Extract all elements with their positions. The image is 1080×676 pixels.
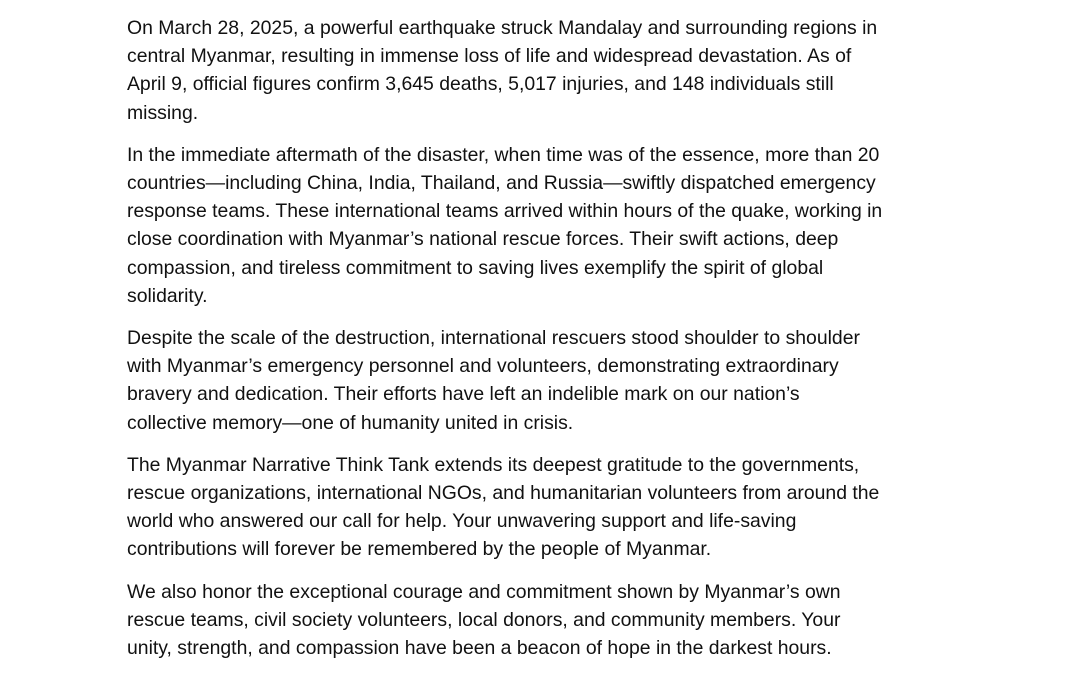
text-line: with Myanmar’s emergency personnel and volunteers, demonstrating extraordinary (127, 355, 839, 378)
paragraph-rescuers (127, 324, 967, 437)
text-line: April 9, official figures confirm 3,645 deaths, 5,017 injuries, and 148 individuals still (127, 73, 834, 96)
text-line: response teams. These international teams arrived within hours of the quake, working in (127, 200, 883, 223)
text-line: unity, strength, and compassion have been a beacon of hope in the darkest hours. (127, 637, 832, 660)
text-line: rescue teams, civil society volunteers, local donors, and community members. Your (127, 608, 841, 631)
text-line: On March 28, 2025, a powerful earthquake struck Mandalay and surrounding regions in (127, 17, 878, 39)
text-line: bravery and dedication. Their efforts have left an indelible mark on our nation’s (127, 383, 800, 406)
text-line: missing. (127, 101, 199, 124)
text-line: solidarity. (127, 284, 208, 307)
text-line: close coordination with Myanmar’s national rescue forces. Their swift actions, deep (127, 228, 839, 251)
paragraph-international-response (127, 141, 967, 310)
text-line: Despite the scale of the destruction, international rescuers stood shoulder to shoulder (127, 327, 860, 350)
text-line: compassion, and tireless commitment to saving lives exemplify the spirit of global (127, 256, 824, 279)
text-line: rescue organizations, international NGOs, and humanitarian volunteers from around the (127, 482, 880, 505)
text-line: collective memory—one of humanity united in crisis. (127, 411, 574, 434)
text-line: The Myanmar Narrative Think Tank extends its deepest gratitude to the governments, (127, 453, 860, 476)
document-body (127, 14, 967, 676)
paragraph-honor (127, 578, 967, 663)
text-line: In the immediate aftermath of the disaster, when time was of the essence, more than 20 (127, 143, 880, 166)
text-line: We also honor the exceptional courage and commitment shown by Myanmar’s own (127, 580, 841, 603)
paragraph-gratitude (127, 451, 967, 564)
text-line: central Myanmar, resulting in immense loss of life and widespread devastation. As of (127, 45, 852, 68)
text-line: world who answered our call for help. Your unwavering support and life-saving (127, 510, 797, 533)
text-line: contributions will forever be remembered by the people of Myanmar. (127, 538, 712, 561)
text-line: countries—including China, India, Thailand, and Russia—swiftly dispatched emergency (127, 172, 876, 195)
paragraph-earthquake-summary (127, 14, 967, 127)
